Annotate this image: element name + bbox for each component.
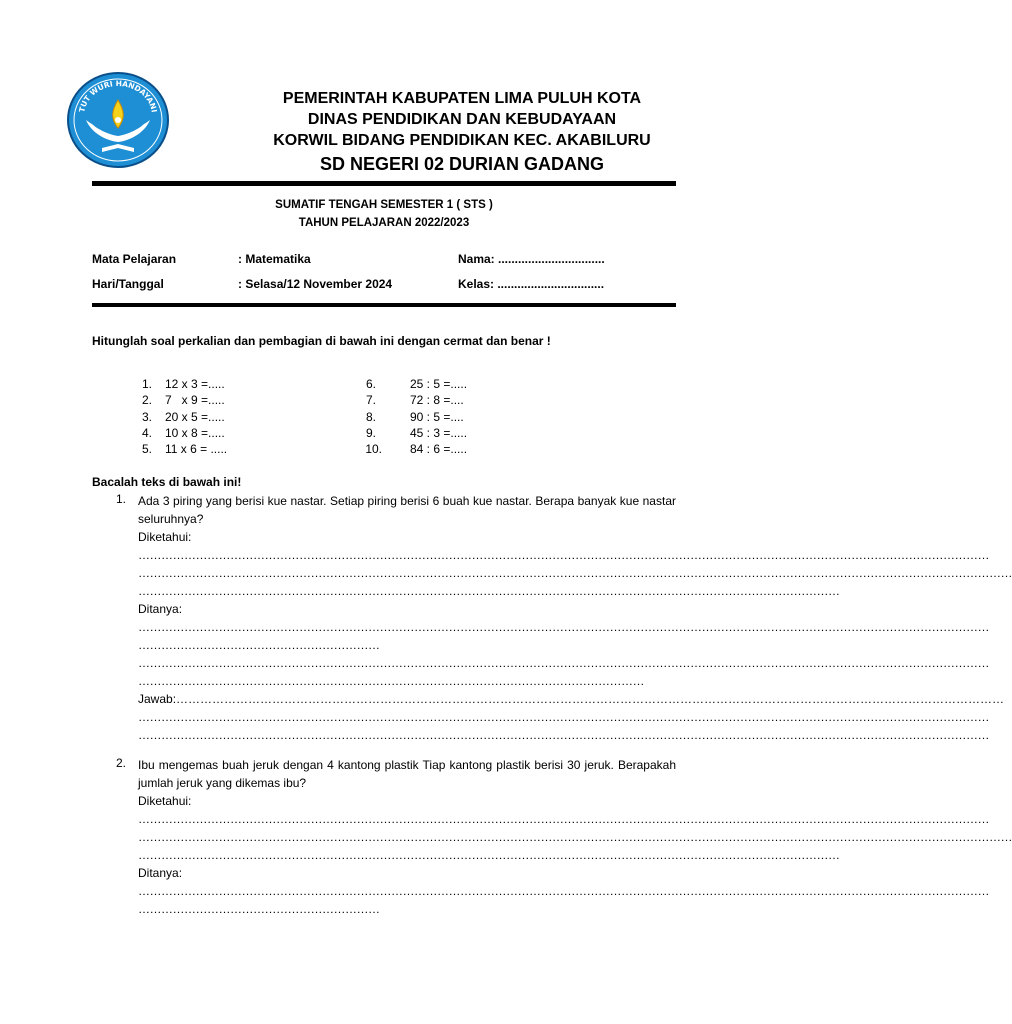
known-label: Diketahui: [138,794,192,808]
story-text: Ada 3 piring yang berisi kue nastar. Setiap piring berisi 6 buah kue nastar. Berapa banyak kue nastar seluruhnya? [138,494,676,526]
subject-value: : Matematika [238,252,311,266]
answer-line[interactable]: …………………………………………………………………………………………………………………………………………………………………………………………………… [138,710,989,724]
instruction-text: Hitunglah soal perkalian dan pembagian di bawah ini dengan cermat dan benar ! [92,334,551,348]
story-problem-1 [92,492,1012,744]
tut-wuri-handayani-logo [66,70,170,170]
story-text: Ibu mengemas buah jeruk dengan 4 kantong plastik Tiap kantong plastik berisi 30 jeruk. Berapakah jumlah jeruk yang dikemas ibu? [138,758,676,790]
answer-line[interactable]: ………………………………………………………………………………………………………………………………………………………………………………………………………… [138,830,1012,844]
answer-line[interactable]: …………………………………………………………………………………………………………………………………………………………………………………………………… [138,548,989,562]
answer-line[interactable]: ……………………………………………………… [138,638,380,652]
answer-line[interactable]: ………………………………………………………………………………………………………………………………………………………………… [138,848,840,862]
answer-line[interactable]: …………………………………………………………………………………………………………………………………………………………………………………………………… [138,812,989,826]
subject-label: Mata Pelajaran [92,252,177,266]
name-field[interactable]: Nama: ................................ [458,252,605,266]
asked-label: Ditanya: [138,602,183,616]
answer-line[interactable]: …………………………………………………………………………………………………………………………………………………………………………………………………… [138,728,989,742]
answer-line[interactable]: …………………………………………………………………………………………………………………………………………………………………………………………………… [138,620,989,634]
answer-row[interactable]: Jawab:……………………………………………………………………………………………………………………………………………………………………………………… [138,692,1005,706]
asked-label: Ditanya: [138,866,183,880]
answer-line[interactable]: ………………………………………………………………………………………………………………………………………………………………… [138,584,840,598]
exam-title: SUMATIF TENGAH SEMESTER 1 ( STS ) [275,199,493,211]
header-department: DINAS PENDIDIKAN DAN KEBUDAYAAN [307,111,617,128]
day-label: Hari/Tanggal [92,277,164,291]
class-field[interactable]: Kelas: ................................ [458,277,605,291]
answer-line[interactable]: ………………………………………………………………………………………………………………………………………………………………………………………………………… [138,566,1012,580]
story-number: 1. [116,492,127,506]
worksheet-page: TUT WURI HANDAYANI PEMERINTAH KABUPATEN LIMA PULUH KOTA DINAS PENDIDIKAN DAN KEBUDAYAAN KORWIL BIDANG PENDIDIKAN KEC. AKABILURU SD NEGERI 02 DURIAN GADANG SUMATIF TENGAH SEMESTER 1 ( STS ) TAHUN PELAJARAN 2022/2023 Mata Pelajaran : Matematika Nama: ................................ Hari/Tanggal : Selasa/12 November 2024 Kelas: ................................ Hitunglah soal perkalian dan pembagian di bawah ini dengan cermat dan benar ! 1. 12 x 3 =..... 2. 7 x 9 =..... 3. 20 x 5 =..... 4. 10 x 8 =..... 5. 11 x 6 = ..... 6. 25 : 5 =..... 7. 72 : 8 =.... 8. 90 : 5 =.... 9. 45 : 3 =..... 10. 84 : 6 =..... Bacalah teks di bawah ini! 1. Ada 3 piring yang berisi kue nastar. Setiap piring berisi 6 buah kue nastar. Berapa banyak kue nastar seluruhnya? Diketahui: …………………………………………………………………………………………………………………………………………………………………………………………………… ………………………………………………………………………………………………………………………………………………………………………………………………………… ………………………………………………………………………………………………………………………………………………………………… Ditanya: …………………………………………………………………………………………………………………………………………………………………………………………………… ……………………………………………………… …………………………………………………………………………………………………………………………………………………………………………………………………… …………………………………………………………………………………………………………………… Jawab:……………………………………………………………………………………………………………………………………………………………………………………… …………………………………………………………………………………………………………………………………………………………………………………………………… …………………………………………………………………………………………………………………………………………………………………………………………………… 2. Ibu mengemas buah jeruk dengan 4 kantong plastik Tiap kantong plastik berisi 30 jeruk. Berapakah jumlah jeruk yang dikemas ibu? Diketahui: …………………………………………………………………………………………………………………………………………………………………………………………………… ………………………………………………………………………………………………………………………………………………………………………………………………………… ………………………………………………………………………………………………………………………………………………………………… Ditanya: …………………………………………………………………………………………………………………………………………………………………………………………………… ……………………………………………………… [0,0,768,1024]
answer-line[interactable]: ……………………………………………………… [138,902,380,916]
story-problem-2 [92,756,1012,918]
story-number: 2. [116,756,127,770]
header-government: PEMERINTAH KABUPATEN LIMA PULUH KOTA [282,90,642,107]
known-label: Diketahui: [138,530,192,544]
answer-label: Jawab: [138,692,177,706]
answer-line[interactable]: …………………………………………………………………………………………………………………………………………………………………………………………………… [138,656,989,670]
svg-text:TUT WURI HANDAYANI: TUT WURI HANDAYANI [77,78,159,114]
letterhead [180,88,744,177]
answer-line[interactable]: …………………………………………………………………………………………………………………………………………………………………………………………………… [138,884,989,898]
answer-line[interactable]: …………………………………………………………………………………………………………………… [138,674,644,688]
info-divider [92,303,676,307]
header-divider [92,181,676,186]
reading-section-title: Bacalah teks di bawah ini! [92,475,242,489]
header-korwil: KORWIL BIDANG PENDIDIKAN KEC. AKABILURU [273,132,651,149]
exam-year: TAHUN PELAJARAN 2022/2023 [298,217,470,229]
day-value: : Selasa/12 November 2024 [238,277,393,291]
header-school: SD NEGERI 02 DURIAN GADANG [319,154,605,174]
